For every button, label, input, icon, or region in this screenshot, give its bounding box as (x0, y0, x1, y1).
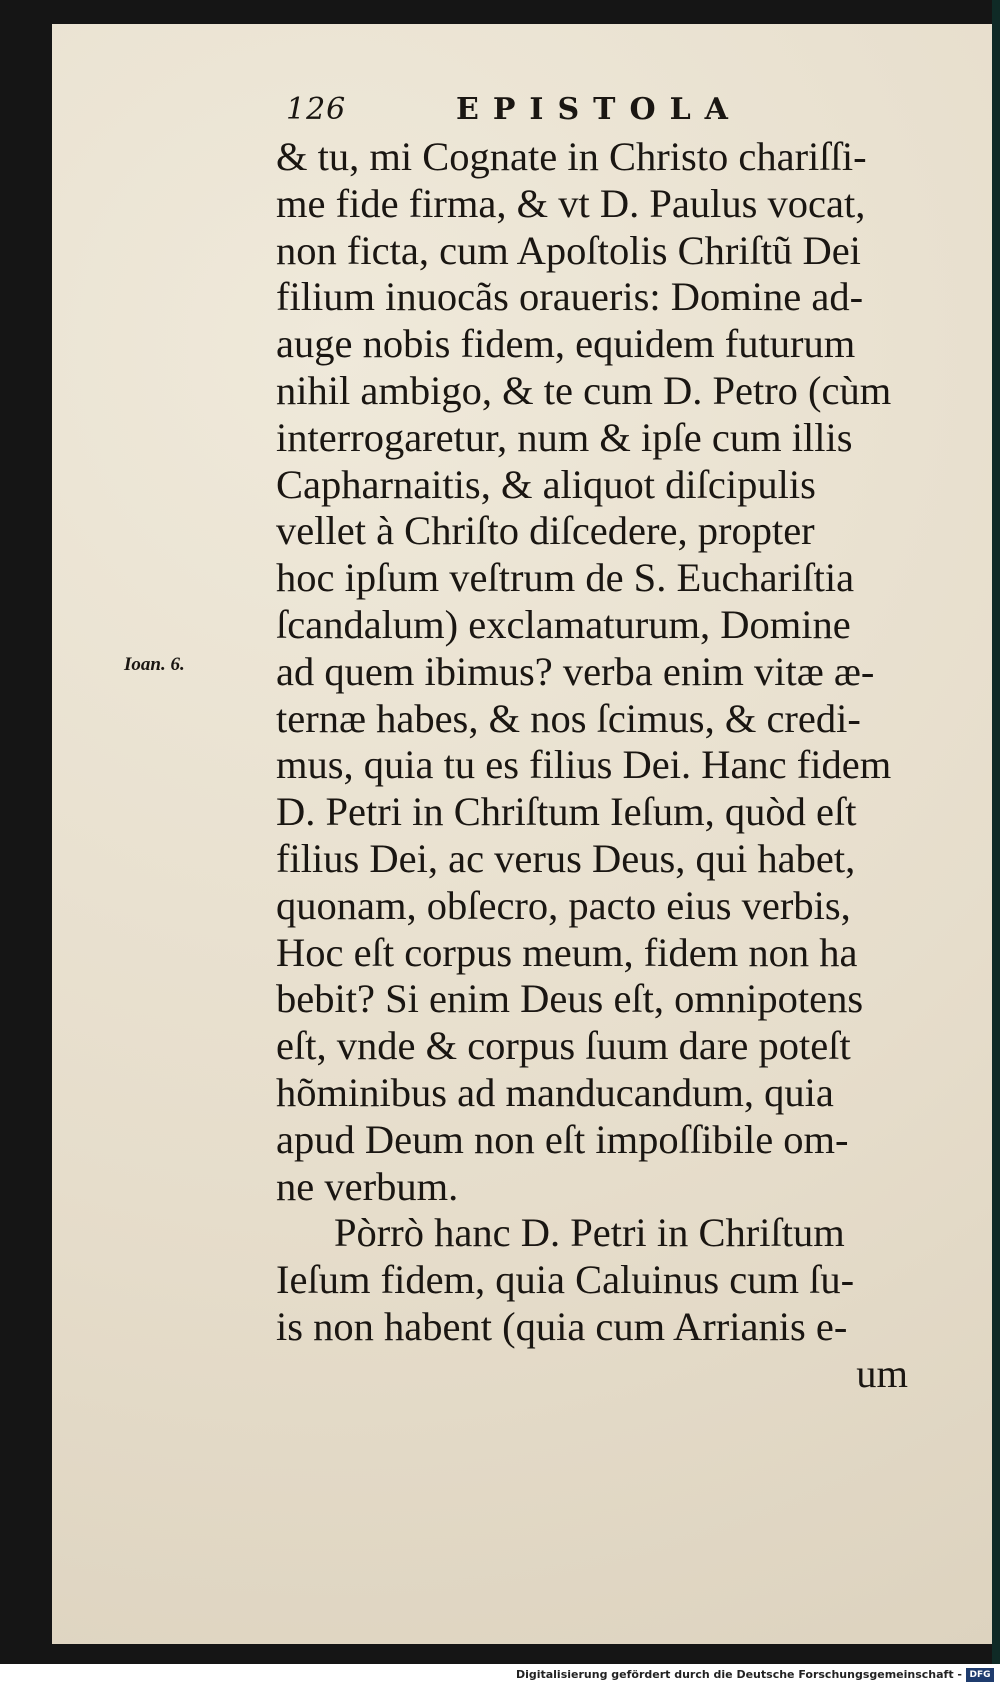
text-line: mus, quia tu es filius Dei. Hanc fidem (276, 742, 892, 788)
running-title: EPISTOLA (456, 92, 742, 127)
catchword: um (856, 1350, 908, 1396)
text-line: hoc ipſum veſtrum de S. Euchariſtia (276, 555, 855, 601)
text-line: me fide firma, & vt D. Paulus vocat, (276, 180, 866, 226)
text-line: interrogaretur, num & ipſe cum illis (276, 414, 853, 460)
footer-bar (0, 1664, 1000, 1689)
text-line: eſt, vnde & corpus ſuum dare poteſt (276, 1023, 851, 1069)
text-line: apud Deum non eſt impoſſibile om- (276, 1116, 849, 1162)
digitization-credit: Digitalisierung gefördert durch die Deutsche Forschungsgemeinschaft - (515, 1668, 962, 1681)
text-line: Pòrrò hanc D. Petri in Chriſtum (334, 1210, 845, 1256)
margin-note: Ioan. 6. (124, 654, 185, 675)
page-number: 126 (286, 92, 347, 127)
text-line: filium inuocãs oraueris: Domine ad- (276, 274, 864, 320)
text-line: nihil ambigo, & te cum D. Petro (cùm (276, 367, 892, 413)
text-block (276, 134, 948, 1398)
text-line: vellet à Chriſto diſcedere, propter (276, 508, 815, 554)
text-line: & tu, mi Cognate in Christo chariſſi- (276, 134, 867, 179)
text-line: is non habent (quia cum Arrianis e- (276, 1303, 848, 1349)
text-line: bebit? Si enim Deus eſt, omnipotens (276, 976, 864, 1022)
page-header (286, 92, 916, 132)
dfg-logo-icon: DFG (966, 1668, 994, 1682)
text-line: filius Dei, ac verus Deus, qui habet, (276, 835, 856, 881)
text-line: Ieſum fidem, quia Caluinus cum ſu- (276, 1257, 855, 1303)
text-line: ſcandalum) exclamaturum, Domine (276, 601, 851, 647)
text-line: quonam, obſecro, pacto eius verbis, (276, 882, 851, 928)
text-line: ad quem ibimus? verba enim vitæ æ- (276, 648, 875, 694)
text-line: hõminibus ad manducandum, quia (276, 1069, 834, 1115)
text-line: non ficta, cum Apoſtolis Chriſtũ Dei (276, 227, 861, 273)
text-line: auge nobis fidem, equidem futurum (276, 321, 856, 367)
text-line: ternæ habes, & nos ſcimus, & credi- (276, 695, 861, 741)
text-line: Capharnaitis, & aliquot diſcipulis (276, 461, 816, 507)
text-line: ne verbum. (276, 1163, 459, 1209)
text-line: Hoc eſt corpus meum, fidem non ha (276, 929, 858, 975)
book-spine (992, 0, 1000, 1664)
text-line: D. Petri in Chriſtum Ieſum, quòd eſt (276, 789, 857, 835)
